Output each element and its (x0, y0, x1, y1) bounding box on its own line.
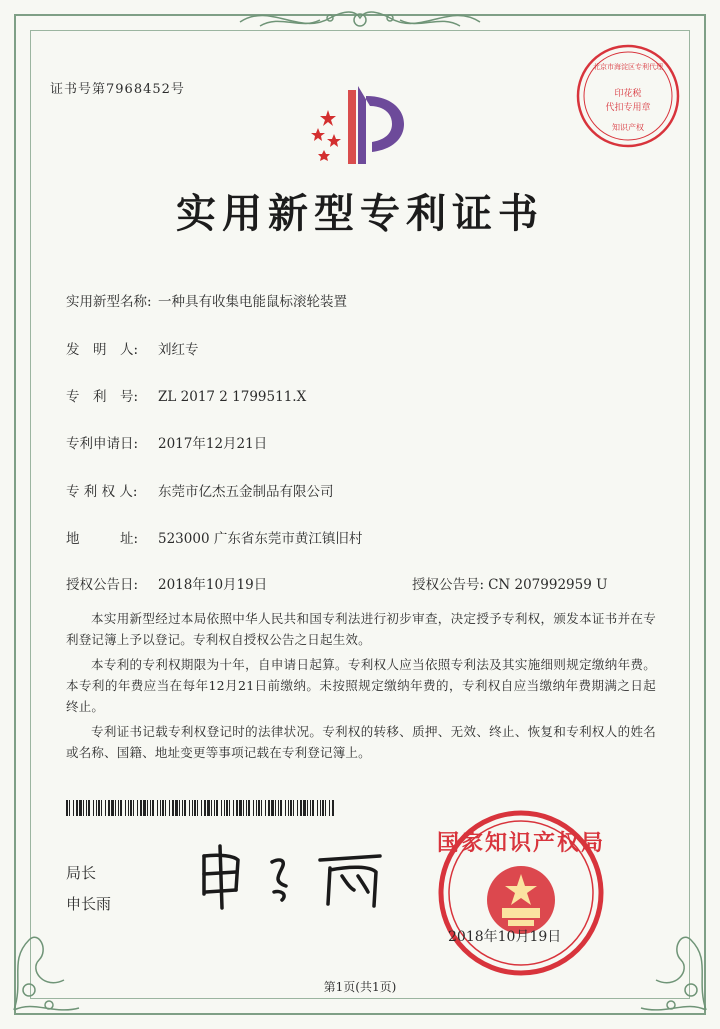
field-utility-model-name (66, 290, 347, 310)
field-grant-date (66, 573, 267, 593)
barcode-bar (143, 800, 146, 816)
seal-text: 国家知识产权局 (436, 830, 605, 856)
barcode-bar (179, 800, 180, 816)
barcode-bar (79, 800, 82, 816)
barcode-bar (204, 800, 206, 816)
barcode-bar (182, 800, 183, 816)
barcode-bar (265, 800, 266, 816)
barcode-bar (189, 800, 190, 816)
barcode-bar (233, 800, 234, 816)
barcode-bar (320, 800, 321, 816)
field-patentee (66, 480, 334, 500)
barcode-bar (201, 800, 202, 816)
barcode-bar (66, 800, 68, 816)
barcode-bar (96, 800, 97, 816)
barcode-bar (221, 800, 222, 816)
certificate-number: 证书号第7968452号 (50, 82, 185, 97)
barcode-bar (300, 800, 302, 816)
barcode-bar (310, 800, 311, 816)
barcode-bar (280, 800, 282, 816)
bottom-right-ornament (636, 920, 716, 1020)
official-seal (436, 808, 606, 978)
barcode-bar (268, 800, 270, 816)
barcode-bar (322, 800, 324, 816)
barcode-bar (137, 800, 138, 816)
barcode-bar (275, 800, 276, 816)
barcode-bar (290, 800, 292, 816)
page-number: 第1页(共1页) (323, 980, 397, 994)
barcode-bar (128, 800, 129, 816)
barcode-bar (194, 800, 196, 816)
field-label: 实用新型名称: (66, 294, 152, 310)
barcode-bar (169, 800, 170, 816)
agency-stamp-line2: 印花税 (614, 89, 642, 99)
field-grant-number (412, 573, 607, 593)
barcode-bar (258, 800, 260, 816)
field-application-date (66, 432, 267, 452)
barcode-bar (312, 800, 314, 816)
barcode-bar (120, 800, 122, 816)
barcode-bar (207, 800, 210, 816)
signatory-title: 局长 (66, 864, 97, 882)
field-value: CN 207992959 U (488, 577, 608, 593)
barcode-bar (303, 800, 306, 816)
field-label: 授权公告日: (66, 577, 139, 593)
field-label: 地 址: (66, 531, 139, 547)
barcode-bar (118, 800, 119, 816)
field-label: 专 利 权 人: (66, 484, 138, 500)
field-value: 东莞市亿杰五金制品有限公司 (158, 484, 334, 500)
barcode-bar (226, 800, 228, 816)
barcode-bar (69, 800, 70, 816)
patent-office-logo (300, 80, 420, 170)
barcode-bar (248, 800, 250, 816)
barcode-bar (243, 800, 244, 816)
certificate-body (66, 608, 656, 767)
barcode-bar (246, 800, 247, 816)
barcode-bar (256, 800, 257, 816)
barcode-bar (297, 800, 298, 816)
barcode-bar (105, 800, 106, 816)
barcode-bar (115, 800, 116, 816)
certificate-title: 实用新型专利证书 (176, 190, 544, 237)
barcode-bar (271, 800, 274, 816)
signatory-name: 申长雨 (66, 895, 112, 913)
barcode-bar (175, 800, 178, 816)
agency-stamp (574, 42, 682, 150)
barcode-bar (160, 800, 161, 816)
agency-stamp-line4: 知识产权 (612, 123, 644, 132)
body-paragraph: 本专利的专利权期限为十年，自申请日起算。专利权人应当依照专利法及其实施细则规定缴纳年费。本专利的年费应当在每年12月21日前缴纳。未按照规定缴纳年费的，专利权自应当缴纳年费期满之日起终止。 (66, 657, 656, 714)
barcode-bar (329, 800, 330, 816)
barcode-bar (130, 800, 132, 816)
barcode-bar (325, 800, 326, 816)
barcode-bar (307, 800, 308, 816)
barcode-bar (253, 800, 254, 816)
agency-stamp-line3: 代扣专用章 (605, 103, 651, 113)
barcode-bar (332, 800, 334, 816)
field-patent-number (66, 385, 306, 405)
field-value: 一种具有收集电能鼠标滚轮装置 (158, 294, 347, 310)
agency-stamp-line1: 北京市海淀区专利代理 (593, 63, 663, 71)
barcode-bar (165, 800, 166, 816)
barcode-bar (88, 800, 90, 816)
barcode-bar (101, 800, 102, 816)
barcode-bar (236, 800, 238, 816)
barcode-bar (239, 800, 242, 816)
barcode-bar (83, 800, 84, 816)
barcode-bar (184, 800, 186, 816)
bottom-left-ornament (4, 920, 84, 1020)
barcode-bar (285, 800, 286, 816)
barcode-bar (150, 800, 151, 816)
barcode (66, 800, 336, 816)
field-value: 523000 广东省东莞市黄江镇旧村 (158, 531, 363, 547)
barcode-bar (76, 800, 78, 816)
field-label: 专利申请日: (66, 436, 139, 452)
barcode-bar (288, 800, 289, 816)
field-label: 专 利 号: (66, 389, 139, 405)
field-value: ZL 2017 2 1799511.X (158, 389, 307, 405)
barcode-bar (93, 800, 94, 816)
field-inventor (66, 338, 199, 358)
barcode-bar (162, 800, 164, 816)
top-ornament (230, 2, 490, 36)
field-value: 刘红专 (158, 342, 199, 358)
body-paragraph: 本实用新型经过本局依照中华人民共和国专利法进行初步审查，决定授予专利权，颁发本证书并在专利登记簿上予以登记。专利权自授权公告之日起生效。 (66, 611, 656, 647)
body-paragraph: 专利证书记载专利权登记时的法律状况。专利权的转移、质押、无效、终止、恢复和专利权人的姓名或名称、国籍、地址变更等事项记载在专利登记簿上。 (66, 724, 656, 760)
barcode-bar (317, 800, 318, 816)
barcode-bar (98, 800, 100, 816)
barcode-bar (216, 800, 218, 816)
barcode-bar (140, 800, 142, 816)
signature (190, 842, 390, 912)
barcode-bar (152, 800, 154, 816)
barcode-bar (293, 800, 294, 816)
barcode-bar (197, 800, 198, 816)
barcode-bar (108, 800, 110, 816)
field-label: 授权公告号: (412, 577, 485, 593)
field-address (66, 527, 362, 547)
field-value: 2017年12月21日 (158, 436, 268, 452)
field-label: 发 明 人: (66, 342, 139, 358)
barcode-bar (214, 800, 215, 816)
barcode-bar (111, 800, 114, 816)
field-value: 2018年10月19日 (158, 577, 268, 593)
barcode-bar (86, 800, 87, 816)
issue-date: 2018年10月19日 (448, 929, 562, 945)
barcode-bar (125, 800, 126, 816)
barcode-bar (261, 800, 262, 816)
barcode-bar (133, 800, 134, 816)
barcode-bar (172, 800, 174, 816)
barcode-bar (229, 800, 230, 816)
barcode-bar (157, 800, 158, 816)
barcode-bar (211, 800, 212, 816)
barcode-bar (192, 800, 193, 816)
barcode-bar (147, 800, 148, 816)
barcode-bar (278, 800, 279, 816)
barcode-bar (73, 800, 74, 816)
barcode-bar (224, 800, 225, 816)
